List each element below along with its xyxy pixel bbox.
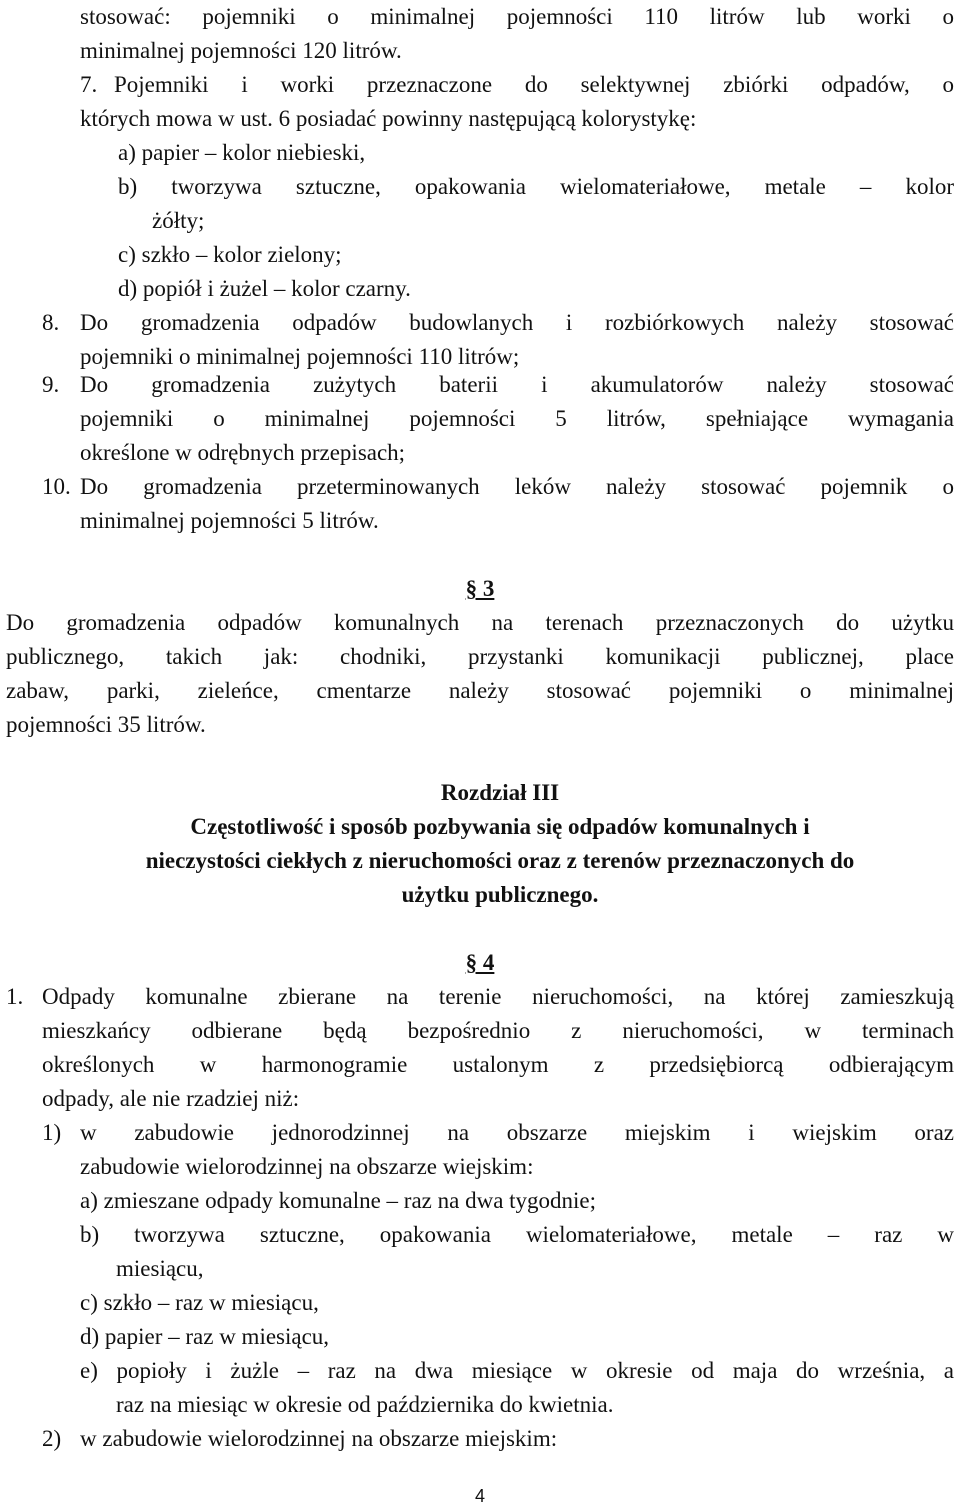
- list-item-c: c) szkło – kolor zielony;: [118, 242, 342, 267]
- item-number: 8.: [42, 310, 60, 335]
- chapter-title: Rozdział III: [440, 780, 560, 805]
- point-2: [42, 1422, 954, 1456]
- list-item-b: b) tworzywa sztuczne, opakowania wielomateriałowe, metale – raz w: [80, 1222, 954, 1247]
- list-item-9: [42, 368, 954, 470]
- section-title: § 4: [465, 950, 495, 975]
- list-item-d: d) popiół i żużel – kolor czarny.: [118, 276, 411, 301]
- list-item-b-cont: żółty;: [152, 208, 205, 233]
- item-number: 10.: [42, 474, 71, 499]
- frequency-list: [80, 1184, 954, 1422]
- text-line: mieszkańcy odbierane będą bezpośrednio z nieruchomości, w terminach: [42, 1018, 954, 1043]
- text-line: Pojemniki i worki przeznaczone do selektywnej zbiórki odpadów, o: [114, 72, 954, 97]
- text-line: minimalnej pojemności 120 litrów.: [80, 38, 402, 63]
- item-number: 9.: [42, 372, 60, 397]
- chapter-subtitle-line: nieczystości ciekłych z nieruchomości oraz z terenów przeznaczonych do: [145, 848, 855, 873]
- list-item-8: [42, 306, 954, 374]
- section-3-paragraph: [6, 606, 954, 742]
- section-title: § 3: [465, 576, 495, 601]
- item-number: 2): [42, 1426, 62, 1451]
- item-number: 7.: [80, 72, 98, 97]
- text-line: zabaw, parki, zieleńce, cmentarze należy stosować pojemniki o minimalnej: [6, 678, 954, 703]
- list-item-e: e) popioły i żużle – raz na dwa miesiące w okresie od maja do września, a: [80, 1358, 954, 1383]
- item-number: 1.: [6, 984, 24, 1009]
- chapter-subtitle-line: Częstotliwość i sposób pozbywania się odpadów komunalnych i: [190, 814, 810, 839]
- list-item-e-cont: raz na miesiąc w okresie od października do kwietnia.: [116, 1392, 614, 1417]
- list-item-c: c) szkło – raz w miesiącu,: [80, 1290, 319, 1315]
- text-line: zabudowie wielorodzinnej na obszarze wiejskim:: [80, 1154, 534, 1179]
- chapter-subtitle-line: użytku publicznego.: [401, 882, 599, 907]
- text-line: pojemności 35 litrów.: [6, 712, 206, 737]
- paragraph-1: [6, 980, 954, 1116]
- item-number: 1): [42, 1120, 62, 1145]
- list-item-b-cont: miesiącu,: [116, 1256, 204, 1281]
- color-list: [118, 136, 954, 306]
- list-item-b: b) tworzywa sztuczne, opakowania wielomateriałowe, metale – kolor: [118, 174, 954, 199]
- list-item-a: a) zmieszane odpady komunalne – raz na dwa tygodnie;: [80, 1188, 597, 1213]
- text-line: pojemniki o minimalnej pojemności 5 litrów, spełniające wymagania: [80, 406, 954, 431]
- text-line: w zabudowie wielorodzinnej na obszarze miejskim:: [80, 1426, 558, 1451]
- point-1: [42, 1116, 954, 1184]
- section-3-heading: [0, 572, 960, 606]
- text-line: których mowa w ust. 6 posiadać powinny następującą kolorystykę:: [80, 106, 697, 131]
- text-line: w zabudowie jednorodzinnej na obszarze miejskim i wiejskim oraz: [80, 1120, 954, 1145]
- section-4-heading: [0, 946, 960, 980]
- page-number: 4: [474, 1486, 485, 1506]
- text-line: publicznego, takich jak: chodniki, przystanki komunikacji publicznej, place: [6, 644, 954, 669]
- text-line: odpady, ale nie rzadziej niż:: [42, 1086, 300, 1111]
- list-item-a: a) papier – kolor niebieski,: [118, 140, 366, 165]
- text-line: Do gromadzenia zużytych baterii i akumulatorów należy stosować: [80, 372, 954, 397]
- chapter-heading: [0, 776, 960, 912]
- list-item-10: [42, 470, 954, 538]
- list-item-d: d) papier – raz w miesiącu,: [80, 1324, 330, 1349]
- text-line: minimalnej pojemności 5 litrów.: [80, 508, 379, 533]
- text-line: określone w odrębnych przepisach;: [80, 440, 406, 465]
- list-item-7: [80, 68, 954, 136]
- text-line: stosować: pojemniki o minimalnej pojemności 110 litrów lub worki o: [80, 4, 954, 29]
- text-line: Do gromadzenia przeterminowanych leków należy stosować pojemnik o: [80, 474, 954, 499]
- text-line: Odpady komunalne zbierane na terenie nieruchomości, na której zamieszkują: [42, 984, 954, 1009]
- text-line: pojemniki o minimalnej pojemności 110 litrów;: [80, 344, 520, 369]
- continuation-paragraph: [80, 0, 954, 68]
- text-line: Do gromadzenia odpadów komunalnych na terenach przeznaczonych do użytku: [6, 610, 954, 635]
- text-line: Do gromadzenia odpadów budowlanych i rozbiórkowych należy stosować: [80, 310, 954, 335]
- text-line: określonych w harmonogramie ustalonym z przedsiębiorcą odbierającym: [42, 1052, 954, 1077]
